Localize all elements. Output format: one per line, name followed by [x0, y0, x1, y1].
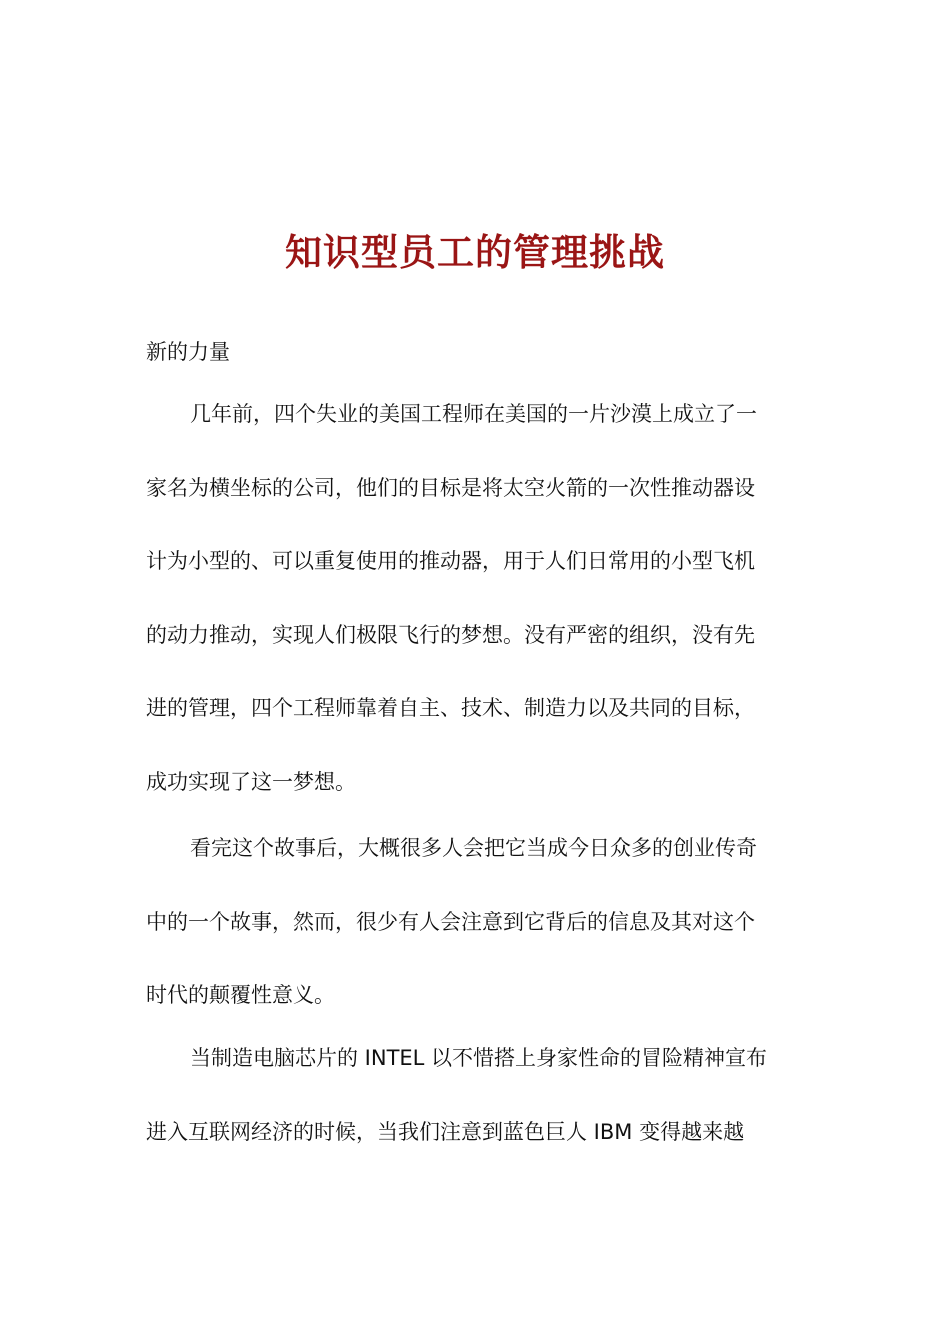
- paragraph-line: 几年前，四个失业的美国工程师在美国的一片沙漠上成立了一: [190, 402, 757, 426]
- paragraph-3: [146, 1022, 806, 1169]
- paragraph-1: [146, 378, 806, 819]
- paragraph-line: 中的一个故事，然而，很少有人会注意到它背后的信息及其对这个: [146, 909, 755, 934]
- paragraph-line: 进入互联网经济的时候，当我们注意到蓝色巨人 IBM 变得越来越: [146, 1119, 745, 1144]
- document-body: [146, 0, 806, 1344]
- paragraph-line: 成功实现了这一梦想。: [146, 769, 356, 794]
- paragraph-2: [146, 812, 806, 1033]
- paragraph-line: 进的管理，四个工程师靠着自主、技术、制造力以及共同的目标，: [146, 696, 755, 720]
- section-heading: 新的力量: [146, 340, 230, 364]
- paragraph-line: 家名为横坐标的公司，他们的目标是将太空火箭的一次性推动器设: [146, 475, 755, 500]
- paragraph-line: 当制造电脑芯片的 INTEL 以不惜搭上身家性命的冒险精神宣布: [190, 1046, 768, 1070]
- paragraph-line: 时代的颠覆性意义。: [146, 983, 335, 1007]
- document-title: 知识型员工的管理挑战: [285, 230, 665, 274]
- paragraph-line: 看完这个故事后，大概很多人会把它当成今日众多的创业传奇: [190, 836, 757, 860]
- paragraph-line: 的动力推动，实现人们极限飞行的梦想。没有严密的组织，没有先: [146, 622, 755, 647]
- paragraph-line: 计为小型的、可以重复使用的推动器，用于人们日常用的小型飞机: [146, 549, 755, 573]
